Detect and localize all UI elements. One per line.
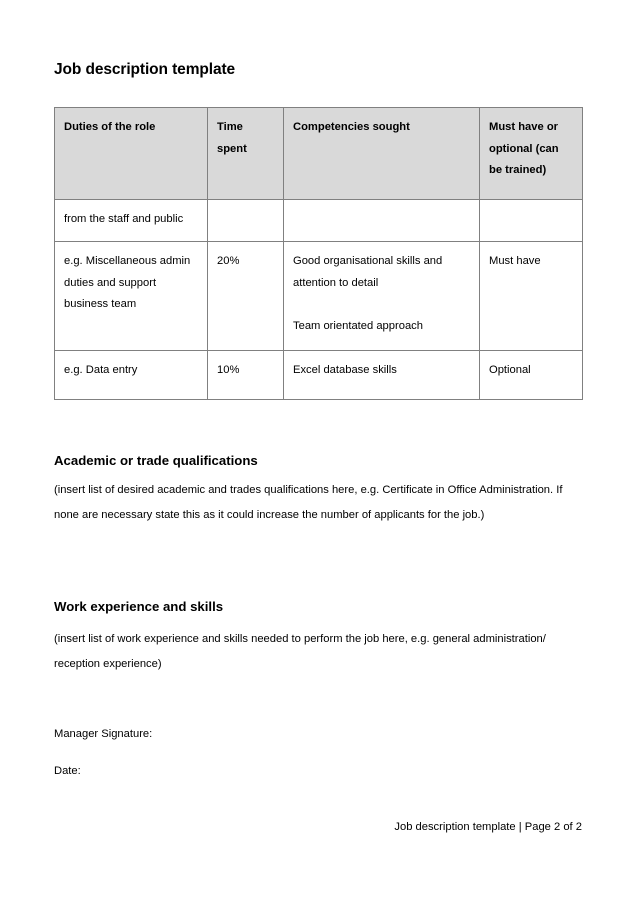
date-label: Date: [54,765,81,777]
column-header-duties: Duties of the role [55,108,208,200]
competency-line: Good organisational skills and attention to detail [293,255,443,289]
cell-competencies [284,351,480,400]
section-body-work-experience: (insert list of work experience and skills needed to perform the job here, e.g. general administration/ reception experience) [54,633,546,670]
cell-time-spent: 20% [208,242,284,351]
cell-duties: e.g. Data entry [55,351,208,400]
competency-line: Excel database skills [293,364,397,376]
page-title: Job description template [54,61,236,79]
section-heading-work-experience: Work experience and skills [54,598,224,614]
table-row [55,200,583,242]
column-header-competencies: Competencies sought [284,108,480,200]
section-heading-academic-qualifications: Academic or trade qualifications [54,452,258,468]
cell-duties: from the staff and public [55,200,208,242]
job-duties-table [54,107,583,400]
cell-duties: e.g. Miscellaneous admin duties and support business team [55,242,208,351]
table-row [55,351,583,400]
table-row [55,242,583,351]
cell-competencies [284,242,480,351]
page-footer: Job description template | Page 2 of 2 [394,821,582,833]
cell-time-spent: 10% [208,351,284,400]
table-body [55,200,583,400]
table-header [55,108,583,200]
cell-must-or-optional: Optional [480,351,583,400]
table-header-row [55,108,583,200]
column-header-time-spent: Time spent [208,108,284,200]
cell-must-or-optional: Must have [480,242,583,351]
cell-time-spent [208,200,284,242]
manager-signature-label: Manager Signature: [54,728,153,740]
competency-line: Team orientated approach [293,319,423,332]
column-header-must-or-optional: Must have or optional (can be trained) [480,108,583,200]
cell-must-or-optional [480,200,583,242]
section-body-academic-qualifications: (insert list of desired academic and trades qualifications here, e.g. Certificate in Office Administration. If none are necessary state this as it could increase the number of applicants for the job.) [54,484,563,521]
cell-competencies [284,200,480,242]
